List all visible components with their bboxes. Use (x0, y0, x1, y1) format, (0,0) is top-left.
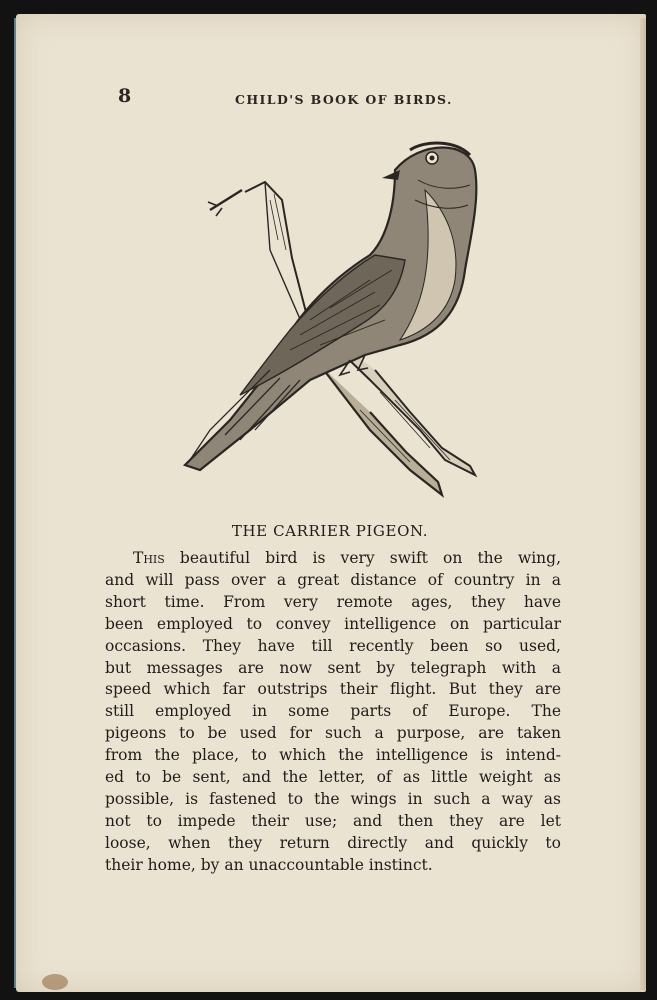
paper-stain (42, 974, 68, 990)
page-fore-edge (640, 18, 646, 990)
body-line: occasions. They have till recently been so used, (105, 636, 561, 655)
body-line: but messages are now sent by telegraph with a (105, 658, 561, 677)
body-line: possible, is fastened to the wings in such a way as (105, 789, 561, 808)
pigeon-drawing (185, 143, 476, 470)
body-line: short time. From very remote ages, they have (105, 592, 561, 611)
body-line: ed to be sent, and the letter, of as little weight as (105, 768, 561, 787)
body-line-text: beautiful bird is very swift on the wing, (164, 549, 561, 567)
body-line: their home, by an unaccountable instinct. (105, 855, 433, 874)
body-line: not to impede their use; and then they are let (105, 811, 561, 830)
drop-word: This (133, 549, 165, 567)
article-body (105, 548, 561, 877)
body-line: still employed in some parts of Europe. The (105, 702, 561, 721)
body-line: and will pass over a great distance of country in a (105, 570, 561, 589)
body-line (105, 548, 561, 570)
article-title: THE CARRIER PIGEON. (231, 522, 429, 540)
body-line: been employed to convey intelligence on particular (105, 614, 561, 633)
running-head: CHILD'S BOOK OF BIRDS. (235, 92, 453, 107)
body-line: from the place, to which the intelligence is intend- (105, 746, 561, 765)
body-line: loose, when they return directly and quickly to (105, 833, 561, 852)
page-number: 8 (118, 85, 132, 107)
body-line: pigeons to be used for such a purpose, are taken (105, 724, 561, 743)
carrier-pigeon-illustration (170, 130, 500, 510)
body-line: speed which far outstrips their flight. But they are (105, 680, 561, 699)
